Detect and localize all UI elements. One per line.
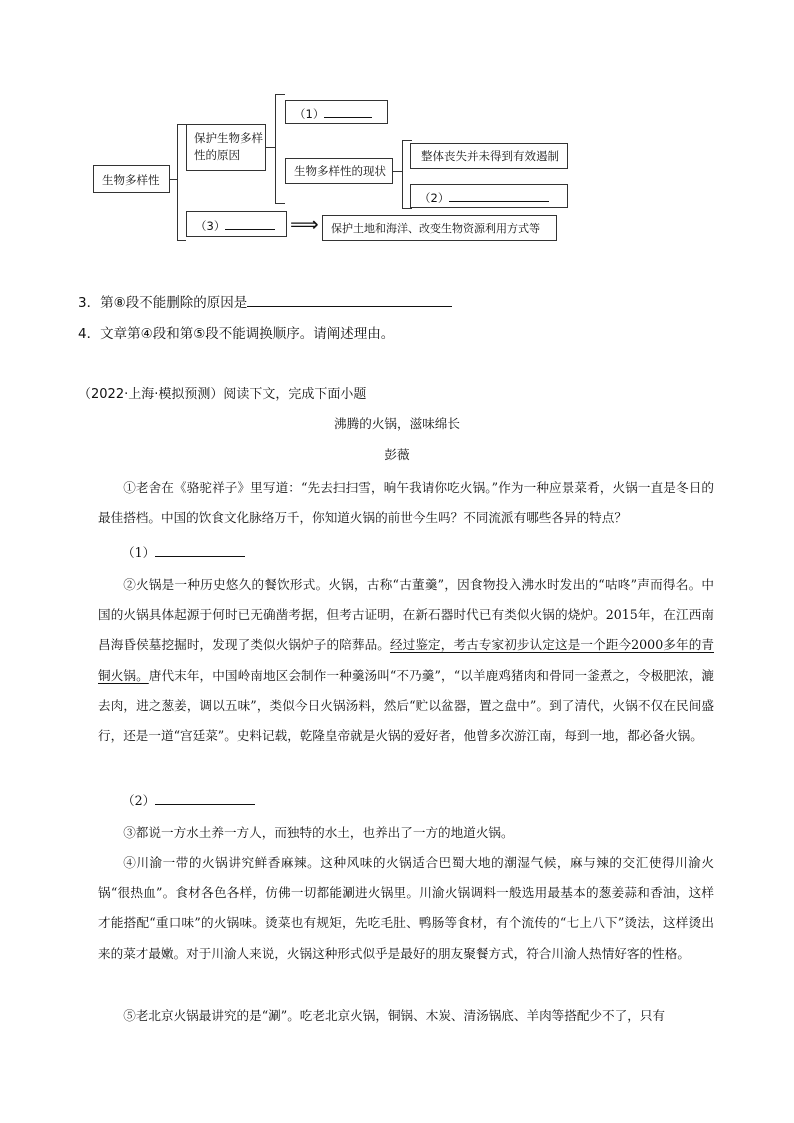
paragraph-4-text: ④川渝一带的火锅讲究鲜香麻辣。这种风味的火锅适合巴蜀大地的潮湿气候，麻与辣的交汇使得川渝火锅“很热血”。食材各色各样，仿佛一切都能涮进火锅里。川渝火锅调料一般选用最基本的葱姜蒜和香油，这样才能搭配“重口味”的火锅味。烫菜也有规矩，先吃毛肚、鸭肠等食材，有个流传的“七上八下”烫法，这样烫出来的菜才最嫩。对于川渝人来说，火锅这种形式似乎是最好的朋友聚餐方式，符合川渝人热情好客的性格。 xyxy=(98,855,714,961)
paragraph-2-text-b: 唐代末年，中国岭南地区会制作一种羹汤叫“不乃羹”，“以羊鹿鸡猪肉和骨同一釜煮之，令极肥浓，漉去肉，进之葱姜，调以五味”，类似今日火锅汤料，然后“贮以盆器，置之盘中”。到了清代，火锅不仅在民间盛行，还是一道“宫廷菜”。史料记载，乾隆皇帝就是火锅的爱好者，他曾多次游江南，每到一地，都必备火锅。 xyxy=(98,667,714,744)
diagram-blank1-box xyxy=(285,100,388,124)
diagram-status-label: 生物多样性的现状 xyxy=(294,164,386,178)
diagram-blank2-label: （2） xyxy=(419,191,450,205)
diagram-reason-box xyxy=(186,124,266,171)
passage-source-text: （2022·上海·模拟预测）阅读下文，完成下面小题 xyxy=(78,387,367,402)
diagram-blank3-label: （3） xyxy=(195,219,226,233)
connector xyxy=(402,208,412,209)
bracket xyxy=(275,94,276,204)
answer-blank-3[interactable] xyxy=(225,216,275,230)
diagram-blank3-box xyxy=(186,211,287,237)
connector xyxy=(177,124,186,125)
passage-title-text: 沸腾的火锅，滋味绵长 xyxy=(334,416,460,431)
question-4-text: 4．文章第④段和第⑤段不能调换顺序。请阐述理由。 xyxy=(78,326,395,342)
question-3 xyxy=(78,291,452,311)
subheading-1 xyxy=(122,542,245,561)
paragraph-5-text: ⑤老北京火锅最讲究的是“涮”。吃老北京火锅，铜锅、木炭、清汤锅底、羊肉等搭配少不了，只有 xyxy=(123,1008,666,1023)
subheading-2 xyxy=(122,790,255,809)
bracket xyxy=(402,140,403,209)
paragraph-4 xyxy=(98,848,714,969)
diagram-measures-label: 保护土地和海洋、改变生物资源利用方式等 xyxy=(331,222,540,235)
diagram-status-item1-label: 整体丧失并未得到有效遏制 xyxy=(421,149,559,163)
paragraph-2-underlined-sentence: 经过鉴定，考古专家初步认定这是一个距今2000多年的青铜火锅。 xyxy=(98,637,714,683)
passage-title xyxy=(0,413,794,432)
subheading-2-answer-blank[interactable] xyxy=(155,791,255,805)
connector xyxy=(275,94,285,95)
double-arrow-icon: ⟹ xyxy=(290,212,319,236)
diagram-blank1-label: （1） xyxy=(294,107,325,121)
diagram-measures-box xyxy=(322,215,557,241)
subheading-2-label: （2） xyxy=(122,793,156,808)
paragraph-1-text: ①老舍在《骆驼祥子》里写道：“先去扫扫雪，晌午我请你吃火锅。”作为一种应景菜肴，火锅一直是冬日的最佳搭档。中国的饮食文化脉络万千，你知道火锅的前世今生吗？不同流派有哪些各异的特点？ xyxy=(98,480,714,526)
question-3-answer-blank[interactable] xyxy=(247,291,452,307)
paragraph-2 xyxy=(98,570,714,751)
bracket xyxy=(177,124,178,241)
diagram-blank2-box xyxy=(410,184,568,208)
connector xyxy=(177,240,186,241)
connector xyxy=(275,203,285,204)
question-4 xyxy=(78,322,394,342)
diagram-status-item1-box xyxy=(410,143,568,169)
subheading-1-label: （1） xyxy=(122,545,156,560)
passage-source xyxy=(78,383,366,402)
paragraph-3 xyxy=(98,818,714,848)
diagram-reason-label: 保护生物多样性的原因 xyxy=(194,131,263,162)
answer-blank-2[interactable] xyxy=(449,188,549,202)
question-3-text: 3．第⑧段不能删除的原因是 xyxy=(78,295,248,311)
passage-author-text: 彭薇 xyxy=(384,447,410,462)
subheading-1-answer-blank[interactable] xyxy=(155,543,245,557)
paragraph-2-text-a: ②火锅是一种历史悠久的餐饮形式。火锅，古称“古董羹”，因食物投入沸水时发出的“咕咚”声而得名。中国的火锅具体起源于何时已无确凿考据，但考古证明，在新石器时代已有类似火锅的烧炉。2015年，在江西南昌海昏侯墓挖掘时，发现了类似火锅炉子的陪葬品。 xyxy=(98,577,714,653)
paragraph-1 xyxy=(98,473,714,533)
paragraph-3-text: ③都说一方水土养一方人，而独特的水土，也养出了一方的地道火锅。 xyxy=(123,825,514,840)
diagram-status-box xyxy=(285,158,393,184)
connector xyxy=(402,140,412,141)
diagram-root-box xyxy=(93,165,170,193)
answer-blank-1[interactable] xyxy=(324,104,372,118)
paragraph-5 xyxy=(98,1001,714,1031)
passage-author xyxy=(0,444,794,463)
diagram-root-label: 生物多样性 xyxy=(102,173,160,187)
